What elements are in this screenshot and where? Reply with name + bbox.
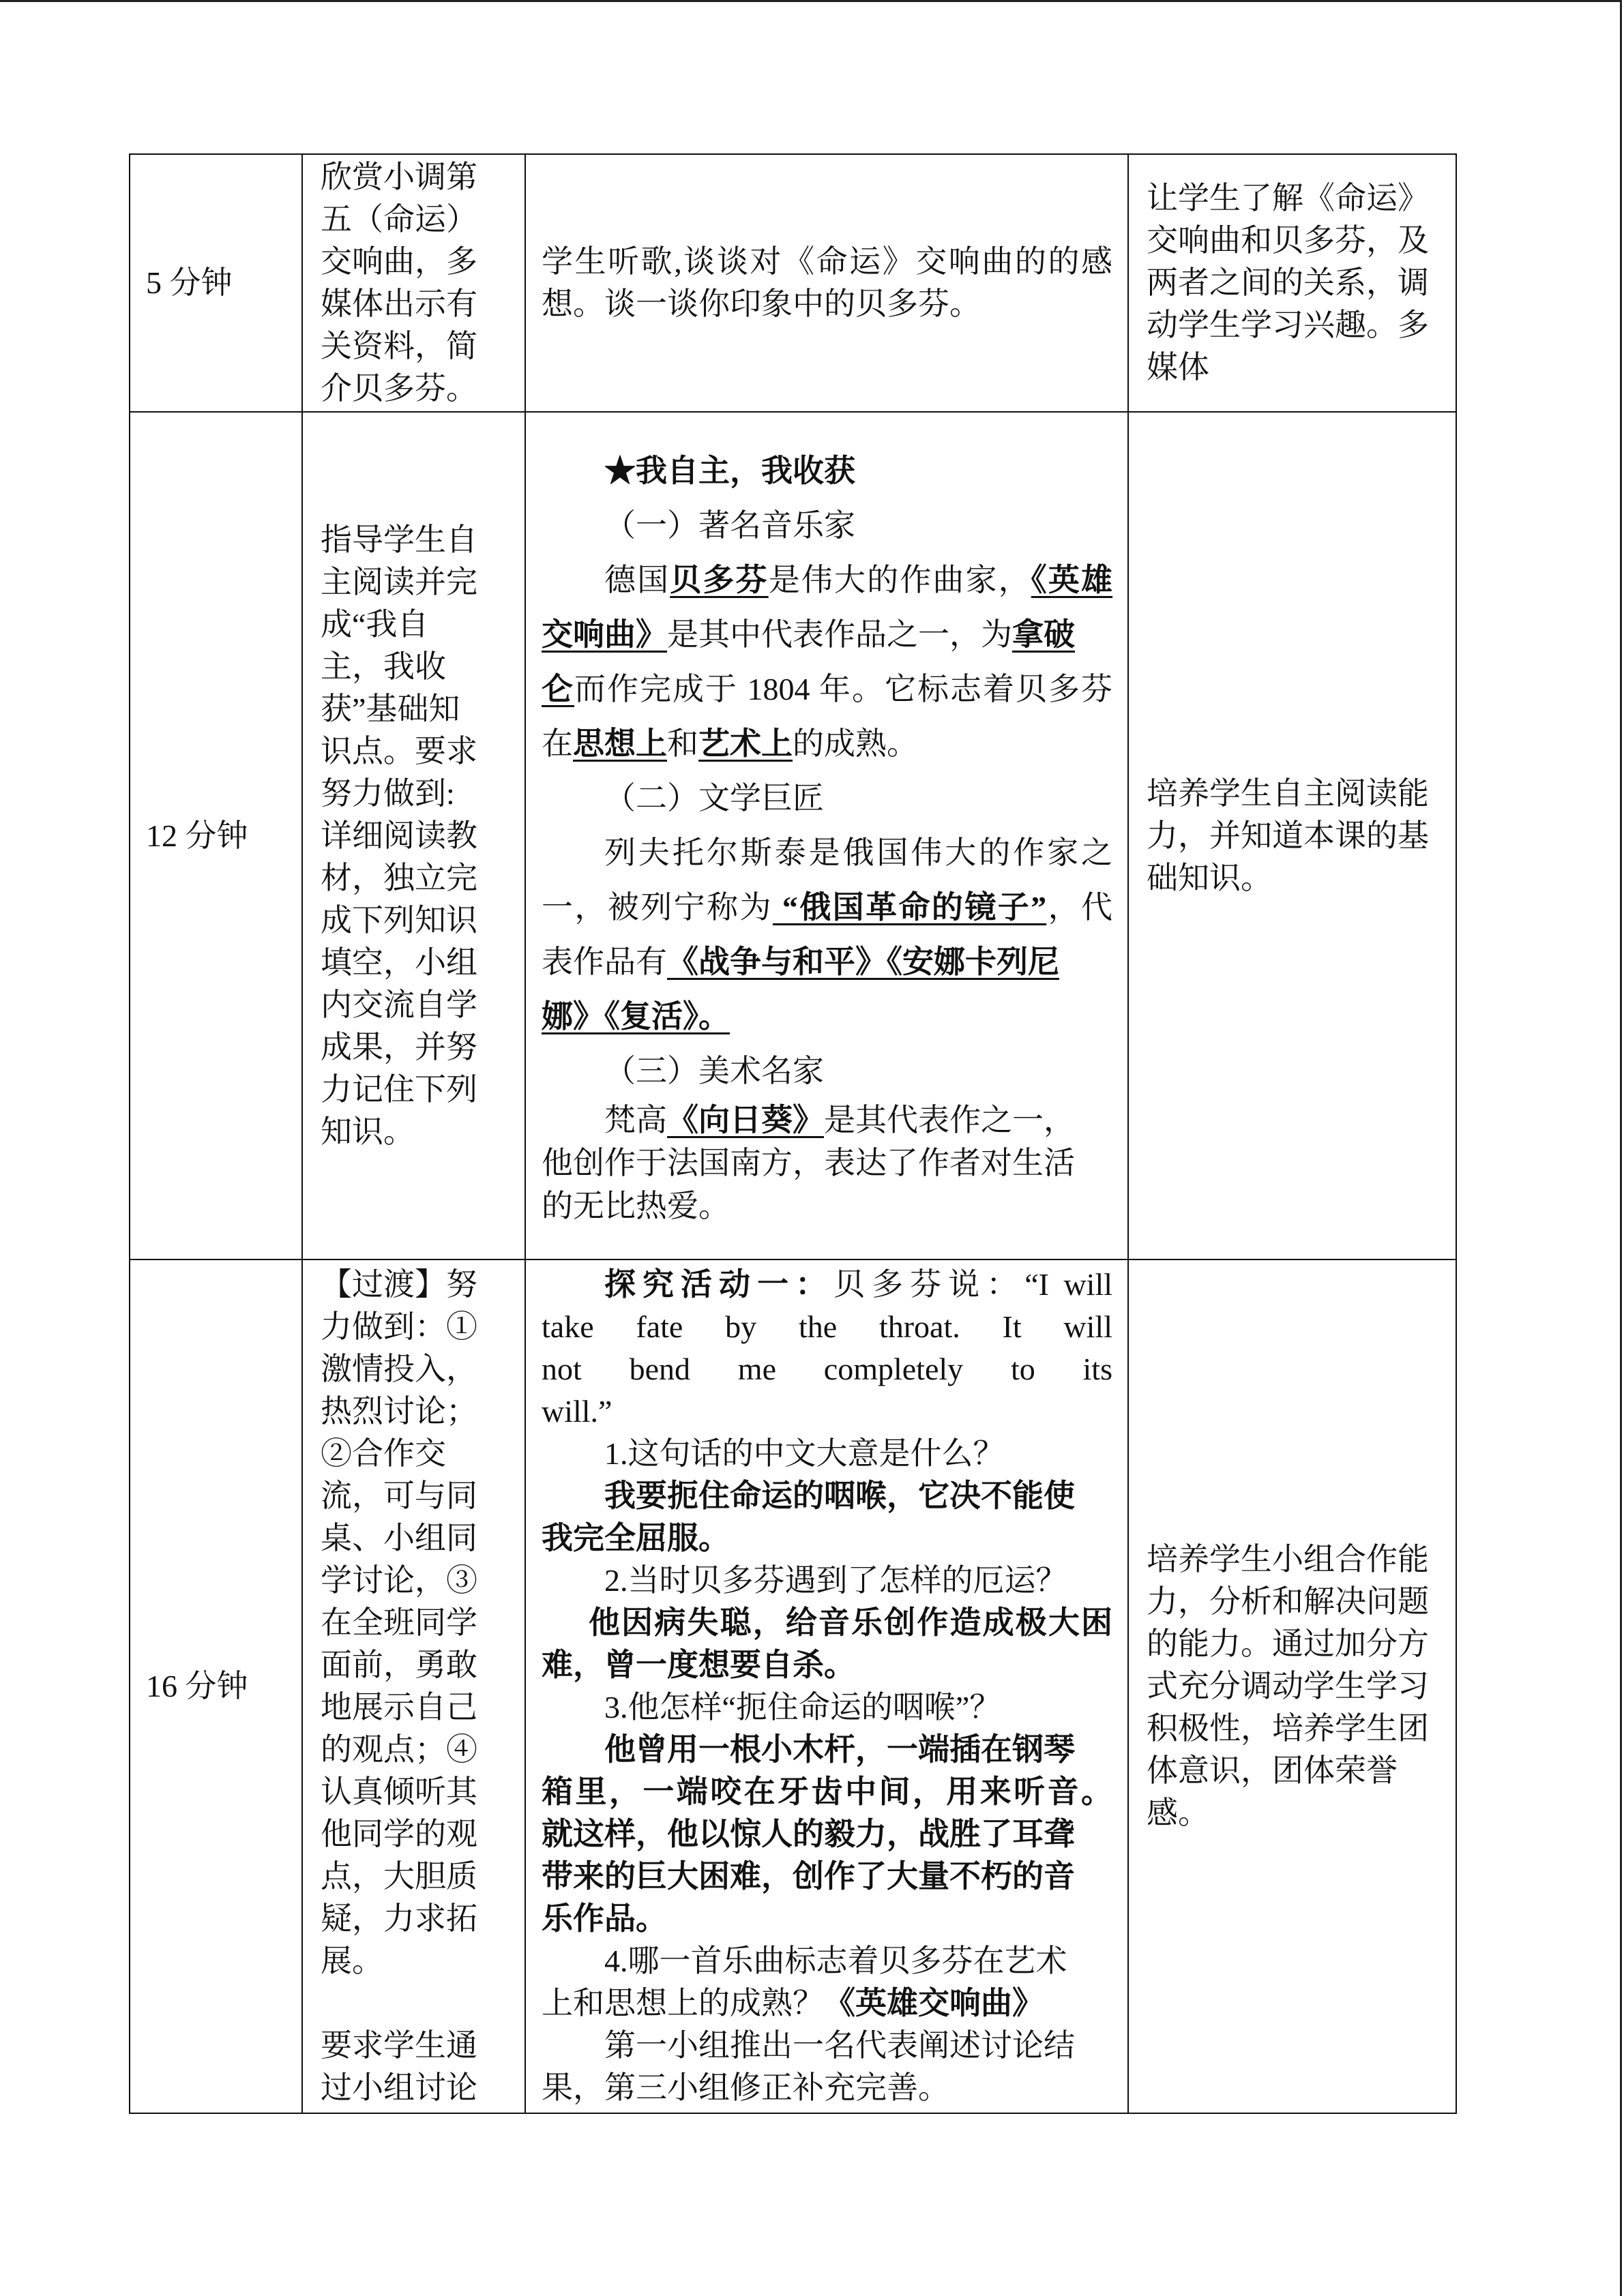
answer-line: 他因病失聪，给音乐创作造成极大困 (589, 1605, 1112, 1640)
fill-in-answer: 《战争与和平》《安娜卡列尼 (667, 944, 1059, 979)
table-row-12-minutes (130, 412, 1456, 1259)
teacher-activity-line: 指导学生自 (321, 522, 477, 557)
question-line: 1.这句话的中文大意是什么？ (604, 1436, 1005, 1471)
answer-line: 就这样，他以惊人的毅力，战胜了耳聋 (542, 1817, 1075, 1851)
student-activity-line (542, 1099, 1112, 1142)
subsection-heading-writer: （二）文学巨匠 (604, 781, 824, 816)
text-run: 贝多芬说：“I will (833, 1267, 1113, 1302)
teacher-activity-line: 点，大胆质 (321, 1859, 477, 1894)
teacher-activity-line: 流，可与同 (321, 1478, 477, 1513)
fill-in-answer: “俄国革命的镜子” (772, 890, 1047, 925)
teacher-activity-line: 识点。要求 (321, 733, 477, 769)
text-run: 一，被列宁称为 (542, 890, 773, 925)
teacher-activity-line: 成下列知识 (321, 902, 477, 938)
student-activity-line: 第一小组推出一名代表阐述讨论结 (604, 2028, 1075, 2063)
answer-text: 《英雄交响曲》 (824, 1986, 1044, 2021)
fill-in-answer: 贝多芬 (670, 563, 769, 597)
table-row-16-minutes (130, 1259, 1456, 2113)
design-intent-line: 式充分调动学生学习 (1147, 1669, 1429, 1703)
teacher-activity-line: 内交流自学 (321, 987, 477, 1022)
student-activity-line (542, 553, 1112, 608)
time-cell (130, 154, 302, 412)
table-row-5-minutes (130, 154, 1456, 412)
design-intent-line: 媒体 (1147, 350, 1209, 385)
text-run: 是其中代表作品之一，为 (667, 617, 1012, 652)
teacher-activity-line: 力做到：① (321, 1309, 477, 1344)
teacher-activity-line: 在全班同学 (321, 1605, 477, 1640)
text-run: 梵高 (604, 1103, 667, 1137)
fill-in-answer: 娜》《复活》。 (542, 999, 730, 1034)
teacher-activity-line: 交响曲，多 (321, 244, 477, 279)
design-intent-line: 两者之间的关系，调 (1147, 265, 1429, 300)
time-cell (130, 412, 302, 1259)
student-activity-cell (525, 154, 1128, 412)
teacher-activity-line: 桌、小组同 (321, 1521, 477, 1555)
answer-line: 他曾用一根小木杆，一端插在钢琴 (604, 1732, 1075, 1767)
design-intent-cell (1128, 1259, 1456, 2113)
student-activity-cell (525, 412, 1128, 1259)
text-run: 和 (667, 726, 698, 761)
teacher-activity-line: 学讨论，③ (321, 1563, 477, 1598)
teacher-activity-line: 展。 (321, 1943, 383, 1978)
teacher-activity-line: 地展示自己 (321, 1690, 477, 1725)
fill-in-answer: 思想上 (573, 726, 667, 761)
teacher-activity-line: 欣赏小调第 (321, 160, 477, 194)
answer-line: 我要扼住命运的咽喉，它决不能使 (604, 1478, 1075, 1513)
design-intent-line: 让学生了解《命运》 (1147, 181, 1429, 215)
teacher-activity-line: 获”基础知 (321, 691, 460, 726)
student-activity-line (542, 935, 1112, 989)
teacher-activity-line: 媒体出示有 (321, 286, 477, 321)
section-heading: ★我自主，我收获 (604, 453, 855, 488)
teacher-activity-line: 的观点；④ (321, 1732, 477, 1767)
subsection-heading-artist: （三）美术名家 (604, 1054, 824, 1088)
subsection-heading-musician: （一）著名音乐家 (604, 508, 855, 543)
fill-in-answer: 艺术上 (698, 726, 793, 761)
text-run: 德国 (604, 563, 670, 597)
teacher-activity-line: 介贝多芬。 (321, 371, 477, 406)
student-activity-line: 果，第三小组修正补充完善。 (542, 2070, 949, 2105)
time-cell (130, 1259, 302, 2113)
table-body (130, 154, 1456, 2113)
design-intent-line: 积极性，培养学生团 (1147, 1711, 1429, 1746)
fill-in-answer: 拿破 (1012, 617, 1075, 652)
fill-in-answer: 《英雄 (1031, 563, 1113, 597)
teacher-activity-cell (302, 1259, 525, 2113)
design-intent-line: 培养学生自主阅读能 (1147, 775, 1429, 811)
teacher-activity-line: 认真倾听其 (321, 1774, 477, 1809)
text-run: 的成熟。 (793, 726, 918, 761)
design-intent-line: 动学生学习兴趣。多 (1147, 308, 1429, 342)
fill-in-answer: 《向日葵》 (667, 1103, 824, 1137)
student-activity-line: 列夫托尔斯泰是俄国伟大的作家之 (604, 835, 1112, 870)
answer-line: 乐作品。 (542, 1901, 667, 1936)
teacher-activity-line: 关资料，简 (321, 329, 477, 363)
teacher-activity-cell (302, 412, 525, 1259)
design-intent-line: 的能力。通过加分方 (1147, 1626, 1429, 1661)
design-intent-line: 感。 (1147, 1795, 1209, 1830)
teacher-activity-line: 知识。 (321, 1114, 415, 1149)
student-activity-line: 学生听歌,谈谈对《命运》交响曲的的感 (542, 244, 1112, 279)
design-intent-line: 体意识，团体荣誉 (1147, 1753, 1398, 1788)
time-label: 16 分钟 (146, 1669, 248, 1703)
teacher-activity-line: 材，独立完 (321, 860, 477, 895)
design-intent-line: 础知识。 (1147, 860, 1272, 895)
text-run: 是其代表作之一， (824, 1103, 1075, 1137)
teacher-activity-line: 成“我自 (321, 606, 429, 642)
design-intent-line: 培养学生小组合作能 (1147, 1542, 1429, 1577)
answer-line: 难，曾一度想要自杀。 (542, 1648, 855, 1682)
teacher-activity-line: 过小组讨论 (321, 2070, 477, 2105)
teacher-activity-line: 努力做到: (321, 775, 455, 811)
question-line (542, 1982, 1112, 2025)
answer-line: 箱里，一端咬在牙齿中间，用来听音。 (542, 1774, 1112, 1809)
student-activity-line (542, 662, 1112, 717)
question-line: 3.他怎样“扼住命运的咽喉”？ (604, 1690, 1001, 1725)
paragraph-spacer (321, 1982, 510, 2025)
design-intent-line: 力，分析和解决问题 (1147, 1584, 1429, 1619)
lesson-plan-table (129, 153, 1457, 2114)
student-activity-line (542, 608, 1112, 662)
activity-title: 探究活动一： (604, 1267, 834, 1302)
student-activity-line (542, 717, 1112, 771)
fill-in-answer: 交响曲》 (542, 617, 667, 652)
text-run: 在 (542, 726, 573, 761)
text-run: 而作完成于 1804 年。它标志着贝多芬 (574, 672, 1112, 706)
teacher-activity-line: ②合作交 (321, 1436, 446, 1471)
student-activity-line: 的无比热爱。 (542, 1189, 730, 1223)
design-intent-line: 力，并知道本课的基 (1147, 818, 1429, 853)
teacher-activity-line: 详细阅读教 (321, 818, 477, 853)
time-label: 12 分钟 (146, 818, 248, 853)
text-run: 表作品有 (542, 944, 667, 979)
teacher-activity-line: 填空，小组 (321, 944, 477, 980)
teacher-activity-line: 力记住下列 (321, 1071, 477, 1107)
teacher-activity-line: 【过渡】努 (321, 1267, 477, 1302)
question-line: 2.当时贝多芬遇到了怎样的厄运？ (604, 1563, 1067, 1598)
student-activity-cell (525, 1259, 1128, 2113)
teacher-activity-line: 五（命运） (321, 202, 477, 237)
text-run: 是伟大的作曲家， (768, 563, 1031, 597)
teacher-activity-line: 主，我收 (321, 648, 446, 684)
teacher-activity-line: 面前，勇敢 (321, 1648, 477, 1682)
teacher-activity-line: 成果，并努 (321, 1029, 477, 1064)
text-run: 上和思想上的成熟？ (542, 1986, 824, 2021)
quote-line: will.” (542, 1394, 612, 1429)
quote-line: take fate by the throat. It will (542, 1309, 1112, 1344)
design-intent-cell (1128, 154, 1456, 412)
answer-line: 带来的巨大困难，创作了大量不朽的音 (542, 1859, 1075, 1894)
teacher-activity-cell (302, 154, 525, 412)
question-line: 4.哪一首乐曲标志着贝多芬在艺术 (604, 1943, 1067, 1978)
teacher-activity-line: 热烈讨论； (321, 1394, 477, 1429)
student-activity-line: 想。谈一谈你印象中的贝多芬。 (542, 286, 981, 321)
student-activity-line: 他创作于法国南方，表达了作者对生活 (542, 1146, 1075, 1180)
teacher-activity-line: 他同学的观 (321, 1817, 477, 1851)
teacher-activity-line: 疑，力求拓 (321, 1901, 477, 1936)
fill-in-answer: 仑 (542, 672, 574, 706)
teacher-activity-line: 主阅读并完 (321, 564, 477, 599)
design-intent-cell (1128, 412, 1456, 1259)
student-activity-line (542, 880, 1112, 935)
answer-line: 我完全屈服。 (542, 1521, 730, 1555)
teacher-activity-line: 激情投入， (321, 1352, 477, 1386)
teacher-activity-line: 要求学生通 (321, 2028, 477, 2063)
student-activity-line (542, 1264, 1112, 1306)
design-intent-line: 交响曲和贝多芬，及 (1147, 223, 1429, 258)
quote-line: not bend me completely to its (542, 1352, 1112, 1386)
text-run: ，代 (1046, 890, 1113, 925)
time-label: 5 分钟 (146, 265, 233, 300)
